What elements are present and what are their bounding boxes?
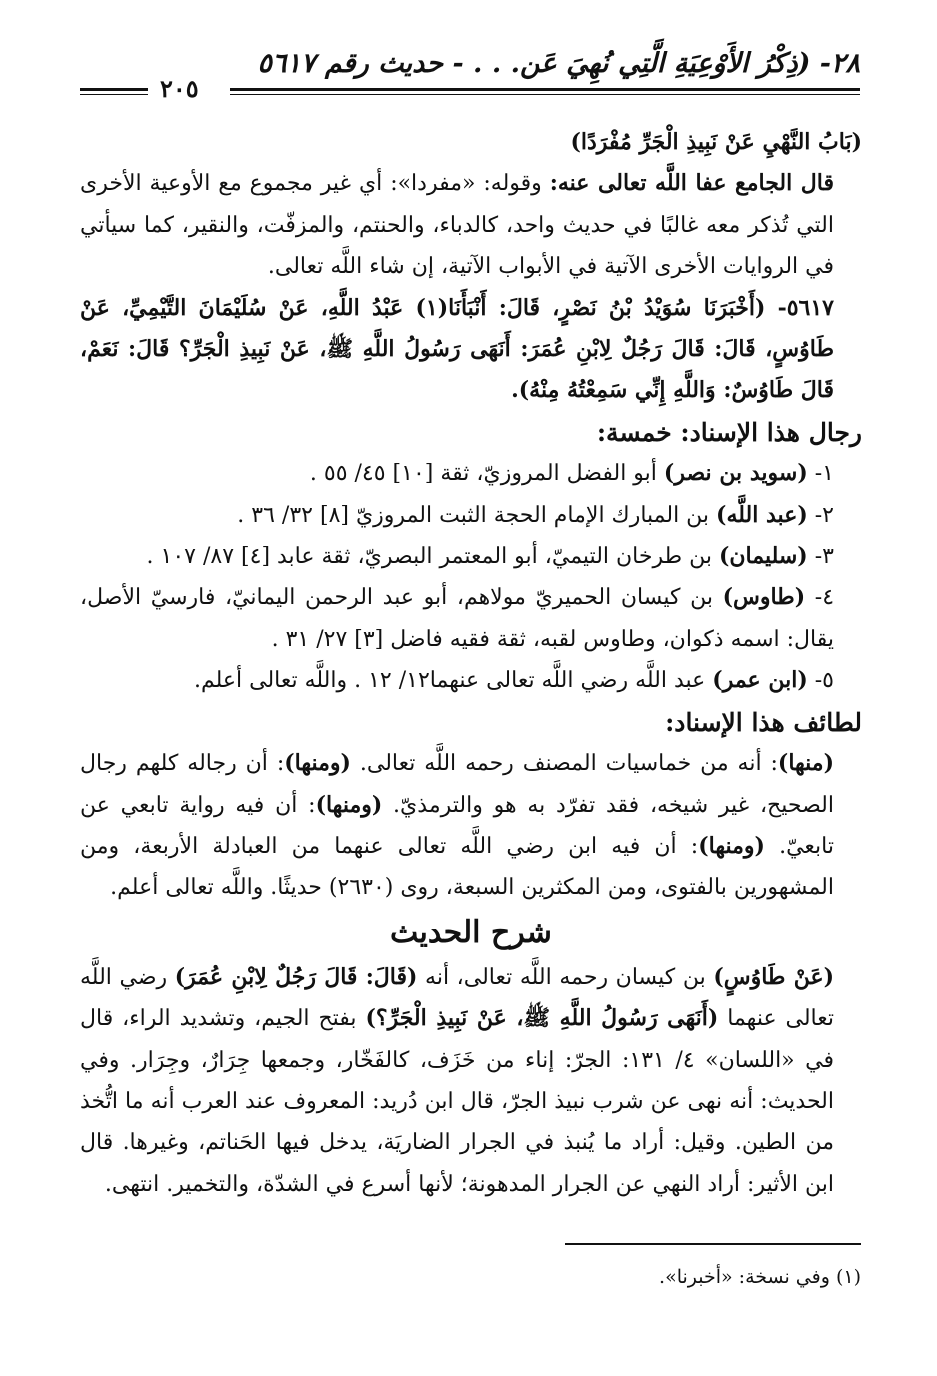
commentary-paragraph — [80, 957, 862, 1205]
narrator-number: ٣- — [814, 544, 834, 570]
narrators-heading: رجال هذا الإسناد: خمسة: — [596, 417, 862, 447]
footnote: (١) وفي نسخة: «أخبرنا». — [659, 1266, 861, 1288]
subtlety-lead: (ومنها) — [284, 750, 351, 777]
narrator-number: ٥- — [814, 668, 834, 694]
subtlety-text: : أن رجاله كلهم رجال الصحيح، غير شيخه، فقد تفرّد به هو والترمذيّ. — [80, 751, 834, 818]
subtleties-heading: لطائف هذا الإسناد: — [665, 707, 862, 737]
page-number: ٢٠٥ — [160, 74, 199, 103]
commentary-quote: (قَالَ: قَالَ رَجُلٌ لِابْنِ عُمَرَ) — [174, 963, 418, 990]
narrator-name: (سليمان) — [718, 543, 808, 570]
narrator-info: بن المبارك الإمام الحجة الثبت المروزيّ [٨] ٣٢/ ٣٦ . — [237, 502, 717, 528]
subtlety-lead: (منها) — [777, 750, 834, 777]
subtlety-text: : أن فيه ابن رضي اللَّه تعالى عنهما من العبادلة الأربعة، ومن المشهورين بالفتوى، ومن المكثرين السبعة، روى (٢٦٣٠) حديثًا. واللَّه تعالى أعلم. — [80, 833, 834, 901]
narrator-name: (سويد بن نصر) — [663, 460, 808, 487]
narrator-item — [80, 660, 862, 701]
commentary-text: رضي اللَّه تعالى عنهما — [80, 964, 835, 1032]
narrator-number: ٤- — [814, 585, 835, 611]
narrator-info: بن كيسان الحميريّ مولاهم، أبو عبد الرحمن اليمانيّ، فارسيّ الأصل، يقال: اسمه ذكوان، وطاوس لقبه، ثقة فقيه فاضل [٣] ٢٧/ ٣١ . — [80, 585, 834, 652]
narrator-item — [80, 453, 862, 494]
running-title: ٢٨- (ذِكْرُ الأَوْعِيَةِ الَّتِي نُهِيَ عَن. . . - حديث رقم ٥٦١٧ — [257, 48, 860, 79]
subtlety-text: : أن فيه رواية تابعي عن تابعيّ. — [80, 792, 834, 859]
hadith-text: ٥٦١٧- (أَخْبَرَنَا سُوَيْدُ بْنُ نَصْرٍ، قَالَ: أَنْبَأَنَا(١) عَبْدُ اللَّهِ، عَنْ سُلَيْمَانَ التَّيْمِيِّ، عَنْ طَاوُسٍ، قَالَ: قَالَ رَجُلٌ لِابْنِ عُمَرَ: أَنَهَى رَسُولُ اللَّهِ ﷺ، عَنْ نَبِيذِ الْجَرِّ؟ قَالَ: نَعَمْ، قَالَ طَاوُسٌ: وَاللَّهِ إِنِّي سَمِعْتُهُ مِنْهُ). — [80, 294, 834, 404]
commentary-quote: (أَنَهَى رَسُولُ اللَّهِ ﷺ، عَنْ نَبِيذِ الْجَرِّ؟) — [365, 1005, 719, 1032]
narrator-item — [80, 495, 862, 536]
narrator-number: ١- — [814, 461, 834, 487]
intro-paragraph — [80, 163, 862, 287]
footnote-divider — [565, 1243, 861, 1245]
narrator-name: (طاوس) — [722, 584, 806, 611]
narrator-info: عبد اللَّه رضي اللَّه تعالى عنهما١٢/ ١٢ . واللَّه تعالى أعلم. — [193, 668, 713, 694]
commentary-quote: (عَنْ طَاوُسٍ) — [713, 963, 834, 990]
subtlety-lead: (ومنها) — [315, 791, 383, 818]
intro-text: وقوله: «مفردا»: أي غير مجموع مع الأوعية الأخرى التي تُذكر معه غالبًا في حديث واحد، كالدباء، والحنتم، والمزفّت، والنقير، كما سيأتي في الروايات الأخرى الآتية في الأبواب الآتية، إن شاء اللَّه تعالى. — [80, 171, 834, 280]
subtlety-lead: (ومنها) — [698, 832, 765, 859]
commentary-heading: شرح الحديث — [390, 914, 552, 950]
header-rule-left — [80, 88, 148, 95]
narrator-info: بن طرخان التيميّ، أبو المعتمر البصريّ، ثقة عابد [٤] ٨٧/ ١٠٧ . — [146, 544, 719, 570]
header-rule-main — [230, 88, 860, 95]
intro-lead: قال الجامع عفا اللَّه تعالى عنه: — [549, 170, 835, 197]
commentary-text: بن كيسان رحمه اللَّه تعالى، أنه — [417, 964, 714, 990]
narrator-info: أبو الفضل المروزيّ، ثقة [١٠] ٤٥/ ٥٥ . — [309, 461, 664, 487]
chapter-title: (بَابُ النَّهْيِ عَنْ نَبِيذِ الْجَرِّ مُفْرَدًا) — [570, 129, 862, 155]
main-text — [80, 122, 862, 1205]
subtleties-paragraph — [80, 743, 862, 909]
subtlety-text: : أنه من خماسيات المصنف رحمه اللَّه تعالى. — [350, 751, 778, 777]
narrator-name: (ابن عمر) — [712, 667, 808, 694]
narrator-item — [80, 577, 862, 660]
narrator-number: ٢- — [814, 502, 834, 528]
commentary-text: بفتح الجيم، وتشديد الراء، قال في «اللسان» ٤/ ١٣١: الجرّ: إناء من خَزَف، كالفَخّار، وجمعها جِرَارٌ، وجِرَار. وفي الحديث: أنه نهى عن شرب نبيذ الجرّ، قال ابن دُريد: المعروف عند العرب أنه ما اتُّخذ من الطين. وقيل: أراد ما يُنبذ في الجرار الضاريَة، يدخل فيها الحَناتم، وغيرها. قال ابن الأثير: أراد النهي عن الجرار المدهونة؛ لأنها أسرع في الشدّة، والتخمير. انتهى. — [80, 1006, 835, 1197]
page-header — [80, 48, 860, 108]
narrator-name: (عبد اللَّه) — [716, 501, 808, 528]
narrator-item — [80, 536, 862, 577]
